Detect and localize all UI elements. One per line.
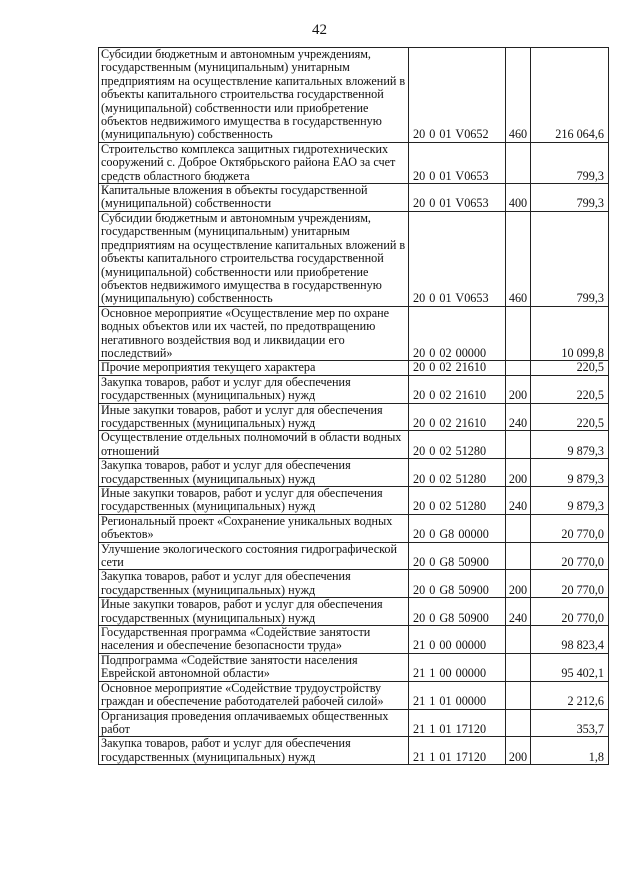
row-sum: 20 770,0 bbox=[531, 570, 609, 598]
row-sum: 220,5 bbox=[531, 403, 609, 431]
row-sum: 2 212,6 bbox=[531, 681, 609, 709]
row-code: 20 0 G8 50900 bbox=[409, 542, 506, 570]
row-name: Региональный проект «Сохранение уникальных водных объектов» bbox=[99, 514, 409, 542]
row-code: 21 1 01 17120 bbox=[409, 709, 506, 737]
row-code: 20 0 02 21610 bbox=[409, 375, 506, 403]
row-sum: 20 770,0 bbox=[531, 542, 609, 570]
row-name: Субсидии бюджетным и автономным учреждениям, государственным (муниципальным) унитарным предприятиям на осуществление капитальных вложений в объекты капитального строительства государственной (муниципальной) собственности или приобретение объектов недвижимого имущества в государственную (муниципальную) собственность bbox=[99, 48, 409, 143]
row-name: Закупка товаров, работ и услуг для обеспечения государственных (муниципальных) нужд bbox=[99, 570, 409, 598]
row-vr: 460 bbox=[506, 48, 531, 143]
table-row bbox=[99, 459, 609, 487]
row-sum: 9 879,3 bbox=[531, 431, 609, 459]
row-name: Иные закупки товаров, работ и услуг для обеспечения государственных (муниципальных) нужд bbox=[99, 598, 409, 626]
row-vr: 240 bbox=[506, 598, 531, 626]
row-sum: 10 099,8 bbox=[531, 306, 609, 361]
row-code: 21 0 00 00000 bbox=[409, 626, 506, 654]
table-row bbox=[99, 681, 609, 709]
row-vr bbox=[506, 142, 531, 183]
row-name: Государственная программа «Содействие занятости населения и обеспечение безопасности труда» bbox=[99, 626, 409, 654]
row-vr bbox=[506, 431, 531, 459]
row-name: Иные закупки товаров, работ и услуг для обеспечения государственных (муниципальных) нужд bbox=[99, 403, 409, 431]
table-row bbox=[99, 211, 609, 306]
row-code: 20 0 02 51280 bbox=[409, 431, 506, 459]
row-name: Субсидии бюджетным и автономным учреждениям, государственным (муниципальным) унитарным предприятиям на осуществление капитальных вложений в объекты капитального строительства государственной (муниципальной) собственности или приобретение объектов недвижимого имущества в государственную (муниципальную) собственность bbox=[99, 211, 409, 306]
row-vr bbox=[506, 709, 531, 737]
row-vr: 200 bbox=[506, 570, 531, 598]
row-name: Капитальные вложения в объекты государственной (муниципальной) собственности bbox=[99, 184, 409, 212]
table-row bbox=[99, 514, 609, 542]
row-code: 21 1 01 00000 bbox=[409, 681, 506, 709]
row-name: Подпрограмма «Содействие занятости населения Еврейской автономной области» bbox=[99, 653, 409, 681]
table-row bbox=[99, 403, 609, 431]
row-vr: 400 bbox=[506, 184, 531, 212]
page-number: 42 bbox=[312, 22, 327, 38]
row-code: 20 0 02 00000 bbox=[409, 306, 506, 361]
row-code: 20 0 G8 50900 bbox=[409, 598, 506, 626]
table-row bbox=[99, 653, 609, 681]
row-code: 21 1 01 17120 bbox=[409, 737, 506, 765]
row-code: 20 0 01 V0653 bbox=[409, 142, 506, 183]
row-vr: 200 bbox=[506, 737, 531, 765]
table-row bbox=[99, 306, 609, 361]
row-name: Осуществление отдельных полномочий в области водных отношений bbox=[99, 431, 409, 459]
row-vr bbox=[506, 514, 531, 542]
budget-table bbox=[98, 47, 609, 765]
row-name: Прочие мероприятия текущего характера bbox=[99, 361, 409, 375]
row-vr: 240 bbox=[506, 403, 531, 431]
row-sum: 20 770,0 bbox=[531, 514, 609, 542]
row-code: 20 0 02 51280 bbox=[409, 459, 506, 487]
row-sum: 9 879,3 bbox=[531, 487, 609, 515]
row-sum: 220,5 bbox=[531, 361, 609, 375]
row-sum: 20 770,0 bbox=[531, 598, 609, 626]
row-vr bbox=[506, 653, 531, 681]
row-sum: 799,3 bbox=[531, 184, 609, 212]
row-vr: 200 bbox=[506, 375, 531, 403]
row-sum: 799,3 bbox=[531, 142, 609, 183]
table-row bbox=[99, 361, 609, 375]
row-sum: 799,3 bbox=[531, 211, 609, 306]
row-code: 20 0 G8 00000 bbox=[409, 514, 506, 542]
row-code: 20 0 02 21610 bbox=[409, 403, 506, 431]
row-name: Организация проведения оплачиваемых общественных работ bbox=[99, 709, 409, 737]
row-sum: 9 879,3 bbox=[531, 459, 609, 487]
row-name: Строительство комплекса защитных гидротехнических сооружений с. Доброе Октябрьского района ЕАО за счет средств областного бюджета bbox=[99, 142, 409, 183]
row-name: Улучшение экологического состояния гидрографической сети bbox=[99, 542, 409, 570]
table-row bbox=[99, 598, 609, 626]
table-row bbox=[99, 487, 609, 515]
row-sum: 98 823,4 bbox=[531, 626, 609, 654]
row-vr bbox=[506, 361, 531, 375]
row-code: 20 0 02 51280 bbox=[409, 487, 506, 515]
row-code: 20 0 02 21610 bbox=[409, 361, 506, 375]
table-row bbox=[99, 142, 609, 183]
row-name: Закупка товаров, работ и услуг для обеспечения государственных (муниципальных) нужд bbox=[99, 459, 409, 487]
table-row bbox=[99, 737, 609, 765]
table-row bbox=[99, 626, 609, 654]
row-code: 20 0 01 V0653 bbox=[409, 184, 506, 212]
row-vr bbox=[506, 681, 531, 709]
row-vr bbox=[506, 626, 531, 654]
row-vr: 200 bbox=[506, 459, 531, 487]
table-row bbox=[99, 709, 609, 737]
row-vr: 460 bbox=[506, 211, 531, 306]
row-code: 20 0 01 V0653 bbox=[409, 211, 506, 306]
row-vr bbox=[506, 306, 531, 361]
row-sum: 216 064,6 bbox=[531, 48, 609, 143]
table-row bbox=[99, 375, 609, 403]
row-name: Основное мероприятие «Осуществление мер по охране водных объектов или их частей, по предотвращению негативного воздействия вод и ликвидации его последствий» bbox=[99, 306, 409, 361]
table-row bbox=[99, 48, 609, 143]
row-name: Иные закупки товаров, работ и услуг для обеспечения государственных (муниципальных) нужд bbox=[99, 487, 409, 515]
row-sum: 353,7 bbox=[531, 709, 609, 737]
row-name: Закупка товаров, работ и услуг для обеспечения государственных (муниципальных) нужд bbox=[99, 375, 409, 403]
row-name: Закупка товаров, работ и услуг для обеспечения государственных (муниципальных) нужд bbox=[99, 737, 409, 765]
row-code: 21 1 00 00000 bbox=[409, 653, 506, 681]
row-code: 20 0 01 V0652 bbox=[409, 48, 506, 143]
table-row bbox=[99, 431, 609, 459]
row-sum: 95 402,1 bbox=[531, 653, 609, 681]
row-code: 20 0 G8 50900 bbox=[409, 570, 506, 598]
table-row bbox=[99, 542, 609, 570]
row-sum: 220,5 bbox=[531, 375, 609, 403]
row-sum: 1,8 bbox=[531, 737, 609, 765]
table-row bbox=[99, 570, 609, 598]
table-row bbox=[99, 184, 609, 212]
row-name: Основное мероприятие «Содействие трудоустройству граждан и обеспечение работодателей рабочей силой» bbox=[99, 681, 409, 709]
row-vr: 240 bbox=[506, 487, 531, 515]
row-vr bbox=[506, 542, 531, 570]
